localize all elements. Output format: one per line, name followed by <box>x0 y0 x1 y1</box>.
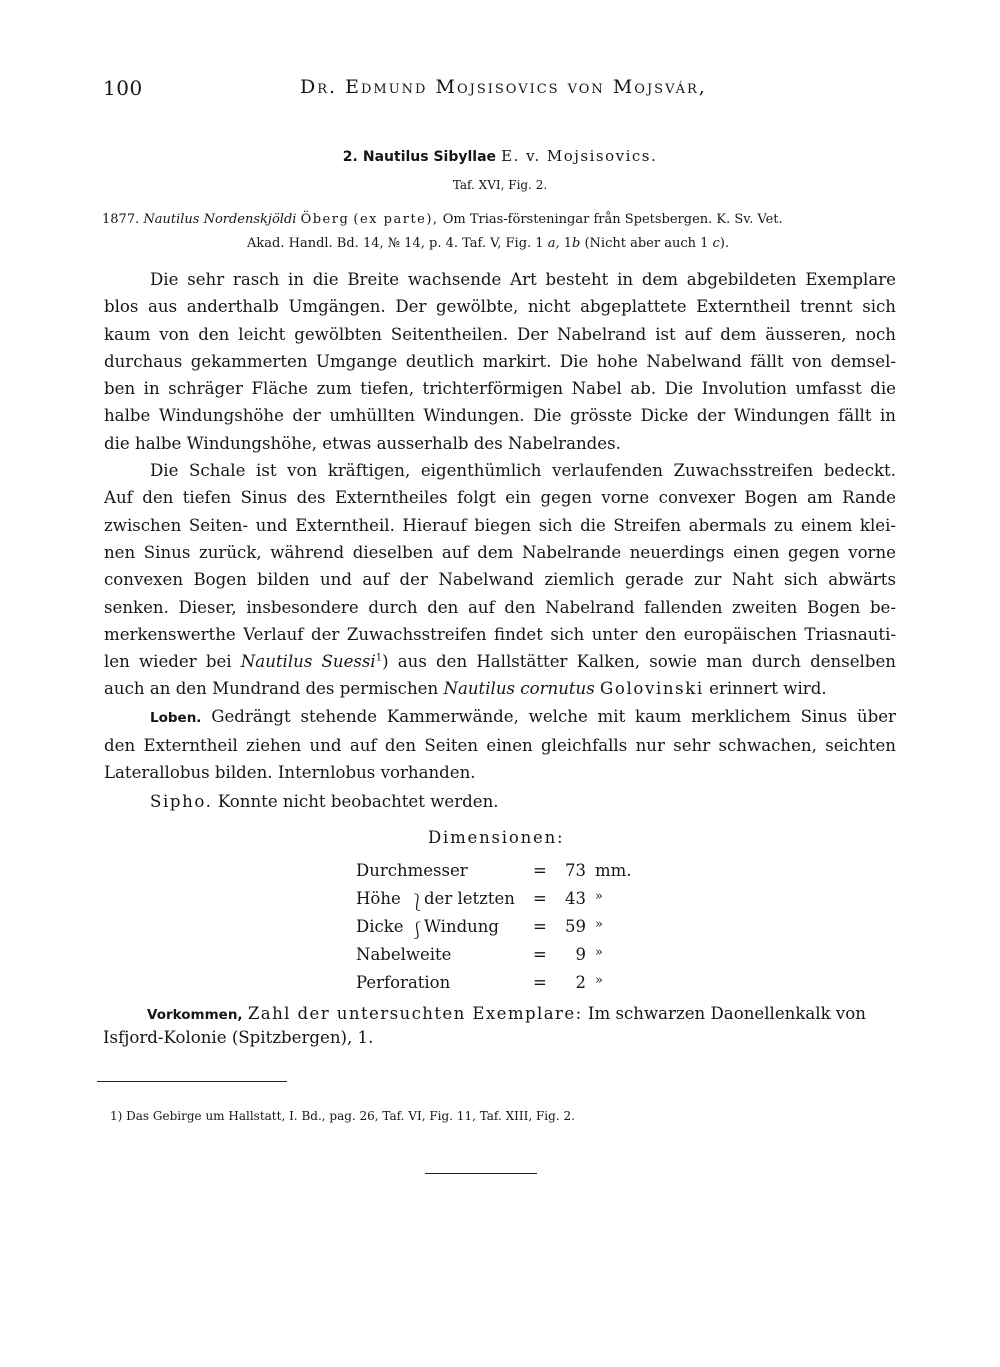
dimension-unit: mm. <box>595 861 632 880</box>
synonymy-taxon: Nautilus Nordenskjöldi <box>143 212 297 227</box>
dimension-label: Höhe <box>356 889 401 908</box>
dimension-row <box>352 861 692 888</box>
paragraph-1-line: blos aus anderthalb Umgängen. Der gewölbte, nicht abgeplattete Externtheil trennt sich <box>104 297 896 317</box>
taxon-nautilus-cornutus: Nautilus cornutus <box>443 679 595 699</box>
dimension-unit: » <box>595 889 603 904</box>
end-divider <box>425 1173 537 1174</box>
dimension-equals: = <box>533 861 547 880</box>
dimension-sublabel: Windung <box>424 917 499 936</box>
dimension-value: 59 <box>565 917 586 936</box>
synonymy-line-2 <box>102 232 902 256</box>
loben-label: Loben. <box>150 709 202 726</box>
synonymy-fig-b: b <box>572 236 581 251</box>
paragraph-1-line: halbe Windungshöhe der umhüllten Windungen. Die grösste Dicke der Windungen fällt in <box>104 406 896 426</box>
species-name: Nautilus Sibyllae <box>362 149 497 165</box>
species-title <box>0 146 1000 165</box>
brace-top: ⎱ <box>409 893 426 912</box>
paragraph-2-line: convexen Bogen bilden und auf der Nabelwand ziemlich gerade zur Naht sich abwärts <box>104 570 896 590</box>
synonymy-note: (ex parte), <box>353 212 439 227</box>
sipho-line <box>150 792 499 811</box>
dimension-label: Dicke <box>356 917 404 936</box>
dimension-value: 9 <box>575 945 586 964</box>
dimension-label: Nabelweite <box>356 945 452 964</box>
synonymy-entry <box>102 208 902 256</box>
author-golovinski: Golovinski <box>600 679 704 699</box>
paragraph-1-line: die halbe Windungshöhe, etwas ausserhalb des Nabelrandes. <box>104 433 621 453</box>
dimension-row <box>352 889 692 916</box>
footnote-divider <box>97 1081 287 1082</box>
synonymy-line-1 <box>102 208 902 232</box>
body-text <box>104 266 896 787</box>
taxon-nautilus-suessi: Nautilus Suessi <box>240 652 376 672</box>
dimension-value: 43 <box>565 889 586 908</box>
paragraph-1-line: Die sehr rasch in die Breite wachsende Art besteht in dem abgebildeten Exemplare <box>150 270 896 289</box>
loben-line: Laterallobus bilden. Internlobus vorhanden. <box>104 763 476 783</box>
paragraph-2-line: Die Schale ist von kräftigen, eigenthümlich verlaufenden Zuwachsstreifen bedeckt. <box>150 461 896 481</box>
footnote <box>110 1109 575 1123</box>
line-segment: len wieder bei <box>104 652 232 672</box>
paragraph-2-line <box>104 675 896 702</box>
species-author: E. v. Mojsisovics. <box>501 147 658 165</box>
plate-reference: Taf. XVI, Fig. 2. <box>452 178 548 192</box>
synonymy-end: ). <box>719 236 730 251</box>
paragraph-1-line: ben in schräger Fläche zum tiefen, trichterförmigen Nabel ab. Die Involution umfasst die <box>104 379 896 399</box>
dimension-unit: » <box>595 973 603 988</box>
dimension-unit: » <box>595 945 603 960</box>
line-segment: erinnert wird. <box>709 679 827 699</box>
line-segment: ) aus den Hallstätter Kalken, sowie man durch denselben <box>382 652 896 672</box>
synonymy-fig-c: c <box>712 236 720 251</box>
synonymy-title: Om Trias-försteningar från Spetsbergen. K. Sv. Vet. <box>442 212 783 227</box>
synonymy-fig-a: a, <box>547 236 560 251</box>
synonymy-citation: Akad. Handl. Bd. 14, № 14, p. 4. Taf. V, Fig. 1 <box>247 236 544 251</box>
dimension-row <box>352 945 692 972</box>
dimension-equals: = <box>533 945 547 964</box>
dimension-row <box>352 973 692 1000</box>
dimension-equals: = <box>533 889 547 908</box>
occurrence-count-label: Zahl der untersuchten Exemplare: <box>247 1004 583 1023</box>
dimension-row <box>352 917 692 944</box>
paragraph-2-line <box>104 648 896 675</box>
running-head: Dr. Edmund Mojsisovics von Mojsvár, <box>300 76 707 98</box>
dimensions-title: Dimensionen: <box>428 828 565 847</box>
dimension-equals: = <box>533 973 547 992</box>
paragraph-2-line: senken. Dieser, insbesondere durch den auf den Nabelrand fallenden zweiten Bogen be- <box>104 597 896 617</box>
loben-line <box>104 703 896 732</box>
dimension-value: 2 <box>575 973 586 992</box>
synonymy-year: 1877. <box>102 212 140 227</box>
page-number: 100 <box>103 76 143 100</box>
footnote-marker: 1) <box>110 1109 123 1123</box>
occurrence-line-2: Isfjord-Kolonie (Spitzbergen), 1. <box>103 1028 374 1047</box>
synonymy-exclusion: (Nicht aber auch 1 <box>584 236 709 251</box>
paragraph-2-line: zwischen Seiten- und Externtheil. Hierauf biegen sich die Streifen abermals zu einem klei- <box>104 515 896 535</box>
occurrence-text: Im schwarzen Daonellenkalk von <box>587 1004 866 1023</box>
paragraph-2-line: Auf den tiefen Sinus des Externtheiles folgt ein gegen vorne convexer Bogen am Rande <box>104 488 896 508</box>
paragraph-2-line: merkenswerthe Verlauf der Zuwachsstreifen findet sich unter den europäischen Triasnauti- <box>104 624 896 644</box>
paragraph-2-line: nen Sinus zurück, während dieselben auf dem Nabelrande neuerdings einen gegen vorne <box>104 542 896 562</box>
dimension-label: Perforation <box>356 973 451 992</box>
brace-bottom: ⎰ <box>409 921 426 940</box>
loben-line: den Externtheil ziehen und auf den Seiten einen gleichfalls nur sehr schwachen, seichten <box>104 736 896 756</box>
page-header <box>103 76 890 106</box>
dimension-sublabel: der letzten <box>424 889 515 908</box>
footnote-marker: 1 <box>375 652 383 664</box>
paragraph-1-line: kaum von den leicht gewölbten Seitentheilen. Der Nabelrand ist auf dem äusseren, noch <box>104 324 896 344</box>
footnote-text: Das Gebirge um Hallstatt, I. Bd., pag. 26, Taf. VI, Fig. 11, Taf. XIII, Fig. 2. <box>126 1109 575 1123</box>
dimension-equals: = <box>533 917 547 936</box>
synonymy-author: Öberg <box>300 212 350 227</box>
dimension-unit: » <box>595 917 603 932</box>
occurrence-label: Vorkommen, <box>147 1007 243 1023</box>
sipho-label: Sipho. <box>150 792 213 811</box>
occurrence-line <box>147 1000 895 1029</box>
sipho-text: Konnte nicht beobachtet werden. <box>217 792 499 811</box>
species-number: 2. <box>342 149 358 165</box>
paragraph-1-line: durchaus gekammerten Umgange deutlich markirt. Die hohe Nabelwand fällt von demsel- <box>104 351 896 371</box>
line-segment: auch an den Mundrand des permischen <box>104 679 439 699</box>
dimension-value: 73 <box>565 861 586 880</box>
synonymy-fig-mid: 1 <box>563 236 573 251</box>
dimension-label: Durchmesser <box>356 861 468 880</box>
loben-text: Gedrängt stehende Kammerwände, welche mit kaum merklichem Sinus über <box>211 706 896 726</box>
